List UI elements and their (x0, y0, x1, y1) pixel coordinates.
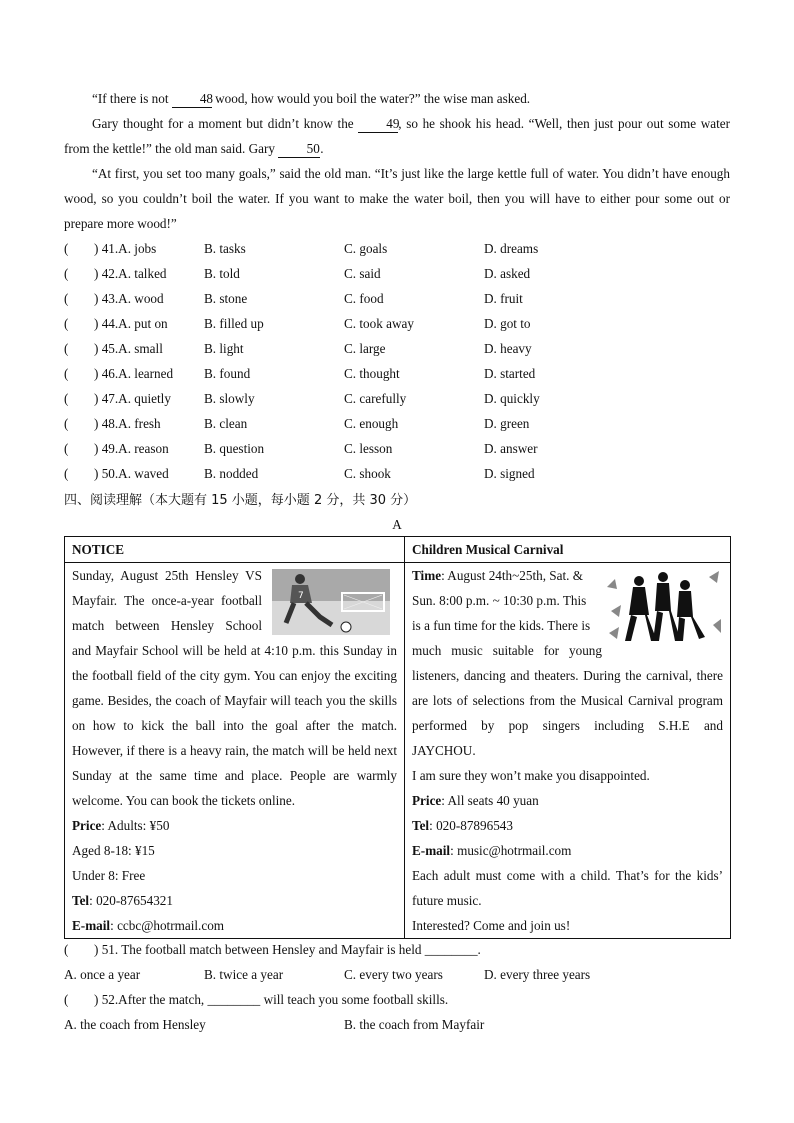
player-head (295, 574, 305, 584)
cloze-option-num: ) 49.A. reason (94, 441, 169, 456)
cloze-option-row (64, 411, 744, 436)
q51-option-c: C. every two years (344, 967, 443, 982)
notice-header: NOTICE (65, 537, 405, 563)
cloze-option-b: B. light (204, 341, 244, 356)
passage-letter: A (392, 517, 402, 532)
q51-option-d: D. every three years (484, 967, 591, 982)
notice-line-3: match between Hensley School (72, 618, 262, 633)
cloze-option-b: B. question (204, 441, 265, 456)
cloze-option-d: D. got to (484, 316, 531, 331)
carnival-line-1: Time: August 24th~25th, Sat. & (412, 568, 584, 583)
football-image-stands (272, 569, 390, 601)
notice-line-2: Mayfair. The once-a-year football (72, 593, 262, 608)
carnival-interested: Interested? Come and join us! (412, 918, 571, 933)
notice-body: and Mayfair School will be held at 4:10 p.m. this Sunday in the football field of the city gym. You can enjoy the exciting game. Besides, the coach of Mayfair will teach you the skills on how to kick the ball into the goal after the match. However, if there is a heavy rain, the match will be held next Sunday at the same time and place. People are warmly welcome. You can book the tickets online. (72, 643, 397, 808)
cloze-option-d: D. fruit (484, 291, 523, 306)
cloze-option-b: B. stone (204, 291, 248, 306)
cloze-option-b: B. tasks (204, 241, 246, 256)
notice-tel: Tel: 020-87654321 (72, 893, 173, 908)
cloze-option-b: B. found (204, 366, 251, 381)
carnival-body: listeners, dancing and theaters. During the carnival, there are lots of selections from the Musical Carnival program performed by pop singers including S.H.E and JAYCHOU. (412, 668, 723, 758)
cloze-option-c: C. shook (344, 466, 391, 481)
cloze-option-b: B. slowly (204, 391, 255, 406)
cloze-option-b: B. nodded (204, 466, 259, 481)
passage-paragraph-1: “If there is not 48 wood, how would you boil the water?” the wise man asked. (92, 91, 531, 106)
cloze-option-num: ) 46.A. learned (94, 366, 174, 381)
cloze-option-num: ) 43.A. wood (94, 291, 164, 306)
cloze-option-paren: ( (64, 291, 69, 306)
cloze-option-paren: ( (64, 391, 69, 406)
cloze-option-paren: ( (64, 266, 69, 281)
cloze-option-row (64, 461, 744, 486)
cloze-option-c: C. lesson (344, 441, 393, 456)
cloze-option-row (64, 311, 744, 336)
cloze-option-row (64, 386, 744, 411)
q51-paren: ( (64, 942, 69, 957)
notice-cell (65, 563, 405, 939)
carnival-tel: Tel: 020-87896543 (412, 818, 513, 833)
cloze-option-d: D. signed (484, 466, 535, 481)
cloze-option-num: ) 50.A. waved (94, 466, 169, 481)
football-ball (341, 622, 351, 632)
cloze-option-row (64, 286, 744, 311)
cloze-option-d: D. dreams (484, 241, 539, 256)
carnival-line-2: Sun. 8:00 p.m. ~ 10:30 p.m. This (412, 593, 587, 608)
q52-stem: ) 52.After the match, ________ will teach you some football skills. (94, 992, 449, 1007)
cloze-option-num: ) 42.A. talked (94, 266, 167, 281)
notice-price-under: Under 8: Free (72, 868, 146, 883)
carnival-adult-note: Each adult must come with a child. That’s for the kids’ future music. (412, 868, 723, 908)
cloze-option-b: B. filled up (204, 316, 264, 331)
answer-blank-48: 48 (172, 91, 212, 108)
carnival-price: Price: All seats 40 yuan (412, 793, 539, 808)
dancers-image (605, 567, 723, 645)
ads-table (64, 536, 731, 939)
q51-stem: ) 51. The football match between Hensley and Mayfair is held ________. (94, 942, 481, 957)
football-player-image (272, 569, 390, 635)
cloze-option-d: D. answer (484, 441, 538, 456)
cloze-option-d: D. green (484, 416, 530, 431)
cloze-option-paren: ( (64, 241, 69, 256)
cloze-option-paren: ( (64, 341, 69, 356)
cloze-option-paren: ( (64, 466, 69, 481)
passage-paragraph-3: “At first, you set too many goals,” said the old man. “It’s just like the large kettle full of water. You didn’t have enough wood, so you couldn’t boil the water. If you want to make the water boil, then you will have to either pour some out or prepare more wood!” (64, 166, 730, 231)
carnival-email: E-mail: music@hotrmail.com (412, 843, 572, 858)
cloze-option-row (64, 336, 744, 361)
cloze-option-row (64, 361, 744, 386)
cloze-option-paren: ( (64, 366, 69, 381)
cloze-option-c: C. thought (344, 366, 400, 381)
cloze-option-row (64, 436, 744, 461)
cloze-option-d: D. heavy (484, 341, 532, 356)
notice-line-1: Sunday, August 25th Hensley VS (72, 568, 262, 583)
cloze-option-c: C. food (344, 291, 384, 306)
q52-paren: ( (64, 992, 69, 1007)
cloze-option-num: ) 47.A. quietly (94, 391, 171, 406)
cloze-option-c: C. said (344, 266, 381, 281)
notice-price-adults: Price: Adults: ¥50 (72, 818, 170, 833)
player-number: 7 (298, 591, 304, 601)
cloze-option-c: C. large (344, 341, 386, 356)
cloze-option-d: D. started (484, 366, 536, 381)
carnival-cell (405, 563, 731, 939)
cloze-option-num: ) 44.A. put on (94, 316, 168, 331)
carnival-sure: I am sure they won’t make you disappointed. (412, 768, 650, 783)
carnival-line-3: is a fun time for the kids. There is (412, 618, 591, 633)
cloze-option-paren: ( (64, 316, 69, 331)
cloze-option-num: ) 45.A. small (94, 341, 163, 356)
notice-email: E-mail: ccbc@hotrmail.com (72, 918, 225, 933)
cloze-option-num: ) 41.A. jobs (94, 241, 157, 256)
cloze-option-row (64, 236, 744, 261)
cloze-option-d: D. quickly (484, 391, 540, 406)
q52-option-b: B. the coach from Mayfair (344, 1017, 485, 1032)
q52-option-a: A. the coach from Hensley (64, 1017, 206, 1032)
section-title: 四、阅读理解（本大题有 15 小题，每小题 2 分，共 30 分） (64, 493, 417, 508)
cloze-option-paren: ( (64, 441, 69, 456)
carnival-header: Children Musical Carnival (405, 537, 731, 563)
q51-option-b: B. twice a year (204, 967, 284, 982)
q51-option-a: A. once a year (64, 967, 141, 982)
cloze-option-paren: ( (64, 416, 69, 431)
cloze-option-b: B. clean (204, 416, 248, 431)
cloze-option-d: D. asked (484, 266, 531, 281)
cloze-option-c: C. carefully (344, 391, 407, 406)
cloze-option-c: C. took away (344, 316, 414, 331)
cloze-option-c: C. enough (344, 416, 399, 431)
answer-blank-50: 50 (278, 141, 320, 158)
cloze-option-c: C. goals (344, 241, 388, 256)
cloze-option-num: ) 48.A. fresh (94, 416, 161, 431)
cloze-option-row (64, 261, 744, 286)
notice-price-aged: Aged 8-18: ¥15 (72, 843, 155, 858)
answer-blank-49: 49 (358, 116, 398, 133)
passage-paragraph-2: Gary thought for a moment but didn’t know the 49, so he shook his head. “Well, then just pour out some water from the kettle!” the old man said. Gary 50. (64, 116, 731, 156)
carnival-line-4: much music suitable for young (412, 643, 602, 658)
cloze-option-b: B. told (204, 266, 240, 281)
